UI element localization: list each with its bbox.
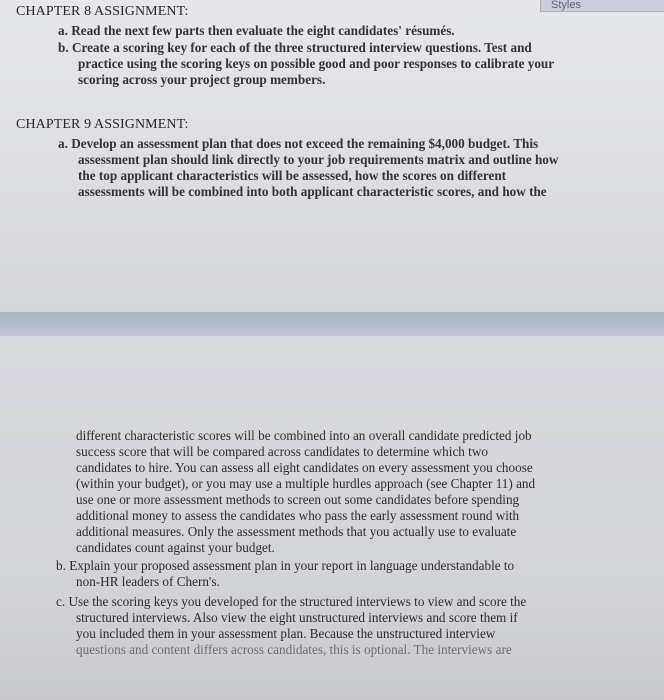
continued-line: success score that will be compared across candidates to determine which two	[76, 444, 488, 459]
chapter9-item-c	[56, 594, 526, 609]
chapter9-item-a-line: the top applicant characteristics will be assessed, how the scores on different	[78, 168, 507, 183]
continued-line: candidates count against your budget.	[76, 540, 275, 555]
chapter9-item-a-line: assessments will be combined into both applicant characteristic scores, and how the	[78, 184, 547, 199]
styles-label: Styles	[551, 0, 581, 11]
list-marker: c.	[56, 594, 66, 609]
chapter8-item-b-line: practice using the scoring keys on possible good and poor responses to calibrate your	[78, 56, 555, 71]
chapter9-item-c-line: questions and content differs across candidates, this is optional. The interviews are	[76, 642, 512, 657]
chapter9-item-b-line: non-HR leaders of Chern's.	[76, 574, 220, 589]
styles-pane-tab[interactable]	[540, 0, 664, 12]
list-item-text: Explain your proposed assessment plan in your report in language understandable to	[69, 558, 515, 573]
list-item-text: Use the scoring keys you developed for the structured interviews to view and score the	[68, 594, 527, 609]
continued-line: additional measures. Only the assessment methods that you actually use to evaluate	[76, 524, 517, 539]
list-item-text: Develop an assessment plan that does not exceed the remaining $4,000 budget. This	[71, 136, 539, 151]
list-marker: b.	[58, 40, 69, 55]
continued-line: use one or more assessment methods to screen out some candidates before spending	[76, 492, 520, 507]
list-marker: a.	[58, 23, 68, 38]
chapter9-item-c-line: you included them in your assessment plan. Because the unstructured interview	[76, 626, 496, 641]
continued-line: different characteristic scores will be combined into an overall candidate predicted job	[76, 428, 532, 443]
chapter8-item-a	[58, 23, 455, 38]
continued-line: additional money to assess the candidates who pass the early assessment round with	[76, 508, 520, 523]
chapter9-heading: CHAPTER 9 ASSIGNMENT:	[16, 117, 189, 132]
list-marker: a.	[58, 136, 68, 151]
chapter9-item-b	[56, 558, 514, 573]
chapter8-item-b-line: scoring across your project group members.	[78, 72, 326, 87]
chapter9-item-a-line: assessment plan should link directly to your job requirements matrix and outline how	[78, 152, 559, 167]
list-marker: b.	[56, 558, 66, 573]
continued-line: (within your budget), or you may use a multiple hurdles approach (see Chapter 11) and	[76, 476, 536, 491]
chapter9-item-c-line: structured interviews. Also view the eight unstructured interviews and score them if	[76, 610, 518, 625]
chapter8-item-b	[58, 40, 532, 55]
page-break-band	[0, 312, 664, 336]
chapter8-heading: CHAPTER 8 ASSIGNMENT:	[16, 4, 189, 19]
chapter9-item-a	[58, 136, 538, 151]
list-item-text: Create a scoring key for each of the three structured interview questions. Test and	[71, 40, 532, 55]
continued-line: candidates to hire. You can assess all eight candidates on every assessment you choose	[76, 460, 533, 475]
list-item-text: Read the next few parts then evaluate the eight candidates' résumés.	[71, 23, 455, 38]
